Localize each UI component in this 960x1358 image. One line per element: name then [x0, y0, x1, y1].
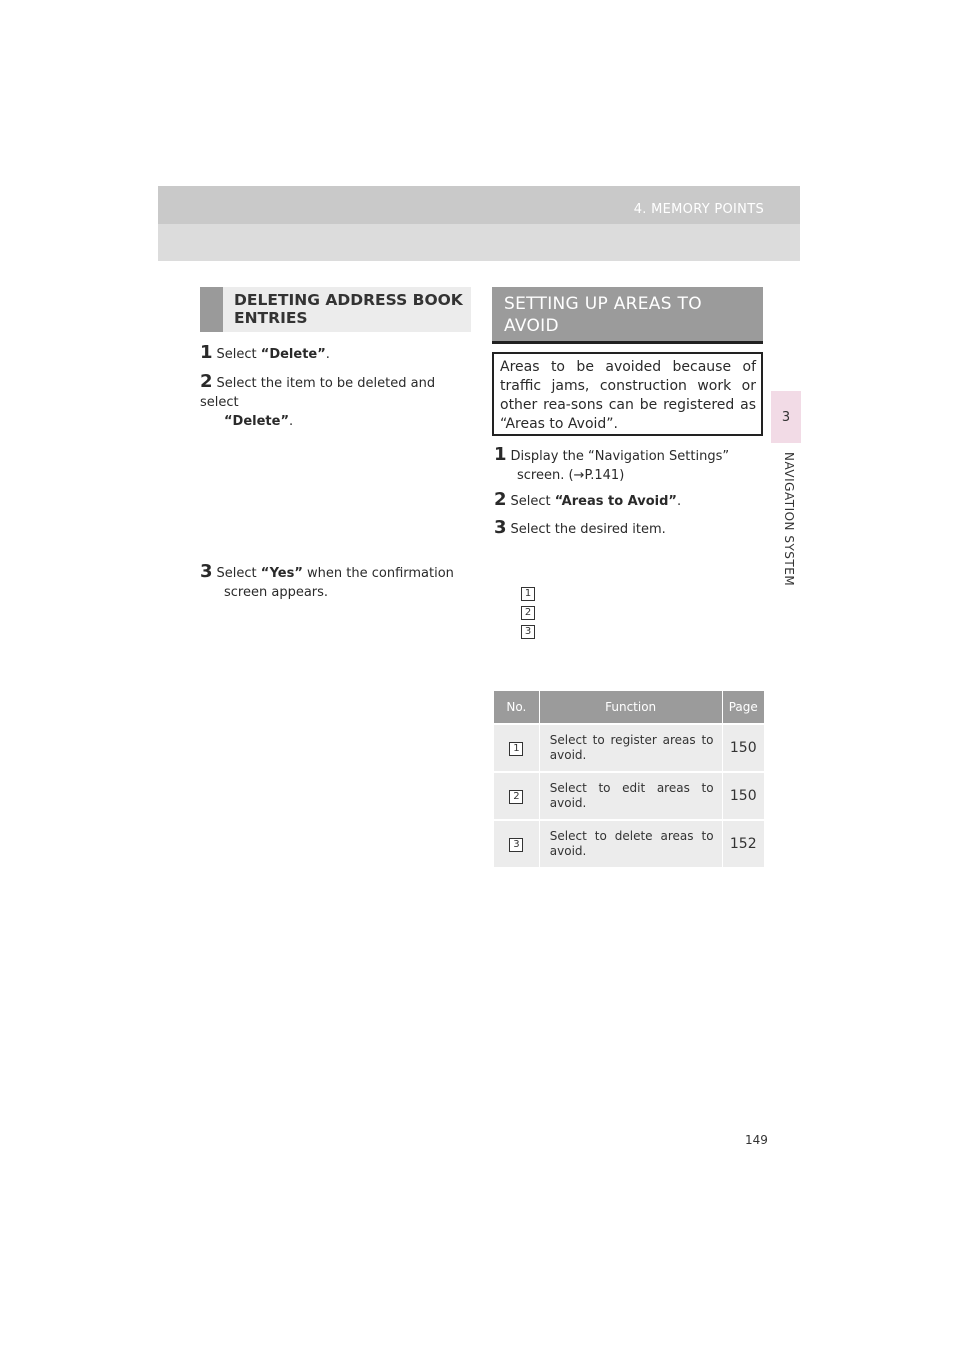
chapter-label: NAVIGATION SYSTEM [782, 452, 796, 587]
cell-function: Select to register areas to avoid. [539, 724, 722, 772]
step-text-end: when the confirmation [302, 566, 454, 581]
step-text: Select the desired item. [510, 522, 666, 537]
step-number: 1 [200, 342, 213, 363]
callout-marker-1: 1 [521, 587, 535, 601]
table-row [494, 724, 764, 772]
section-heading-bar [200, 287, 223, 332]
col-header-page: Page [722, 691, 764, 724]
section-title [234, 291, 463, 327]
cell-no [494, 724, 539, 772]
page-number: 149 [745, 1133, 768, 1147]
left-step-1 [200, 343, 330, 364]
callout-marker-3: 3 [521, 625, 535, 639]
cell-no [494, 772, 539, 820]
row-marker: 3 [509, 838, 523, 852]
cell-function: Select to edit areas to avoid. [539, 772, 722, 820]
right-step-1 [494, 445, 764, 485]
step-text-end: . [289, 414, 294, 429]
col-header-function: Function [539, 691, 722, 724]
step-command: “Areas to Avoid” [554, 494, 677, 509]
chapter-tab [771, 391, 801, 443]
table-row [494, 820, 764, 867]
step-number: 2 [494, 489, 507, 510]
table-header-row [494, 691, 764, 724]
left-step-3 [200, 562, 472, 602]
section-title-line2: ENTRIES [234, 309, 308, 327]
step-text-end: . [325, 347, 330, 362]
section-title-line1: SETTING UP AREAS TO [504, 294, 702, 314]
right-step-2 [494, 490, 681, 511]
callout-marker-2: 2 [521, 606, 535, 620]
right-step-3 [494, 518, 666, 539]
chapter-number: 3 [781, 409, 791, 425]
cell-function: Select to delete areas to avoid. [539, 820, 722, 867]
step-number: 3 [200, 561, 213, 582]
cell-page: 152 [722, 820, 764, 867]
step-text: Select [216, 347, 261, 362]
step-command: “Delete” [260, 347, 326, 362]
header-band [158, 224, 800, 261]
row-marker: 1 [509, 742, 523, 756]
step-text: Display the “Navigation Settings” [510, 449, 730, 464]
section-title-line1: DELETING ADDRESS BOOK [234, 291, 463, 309]
cell-no [494, 820, 539, 867]
cell-page: 150 [722, 724, 764, 772]
step-number: 2 [200, 371, 213, 392]
function-table [494, 691, 764, 867]
step-text: Select [216, 566, 261, 581]
table-row [494, 772, 764, 820]
section-title-line2: AVOID [504, 316, 559, 336]
step-text-end: . [676, 494, 682, 509]
step-command: “Delete” [224, 414, 289, 429]
step-text: Select [510, 494, 555, 509]
section-heading-deleting [200, 287, 471, 332]
step-number: 1 [494, 444, 507, 465]
cell-page: 150 [722, 772, 764, 820]
left-step-2 [200, 372, 472, 431]
col-header-no: No. [494, 691, 539, 724]
header-title: 4. MEMORY POINTS [633, 202, 764, 217]
step-text: Select the item to be deleted and select [200, 376, 436, 410]
section-title [504, 293, 702, 337]
step-command: “Yes” [260, 566, 303, 581]
step-number: 3 [494, 517, 507, 538]
step-text-cont: screen appears. [224, 585, 329, 600]
section-heading-areas-to-avoid [492, 287, 763, 344]
step-text-cont: screen. (→P.141) [517, 468, 625, 483]
page-header [158, 186, 800, 224]
row-marker: 2 [509, 790, 523, 804]
intro-box [492, 352, 763, 436]
intro-text: Areas to be avoided because of traffic jams, construction work or other rea-sons can be registered as “Areas to Avoid”. [500, 359, 756, 432]
